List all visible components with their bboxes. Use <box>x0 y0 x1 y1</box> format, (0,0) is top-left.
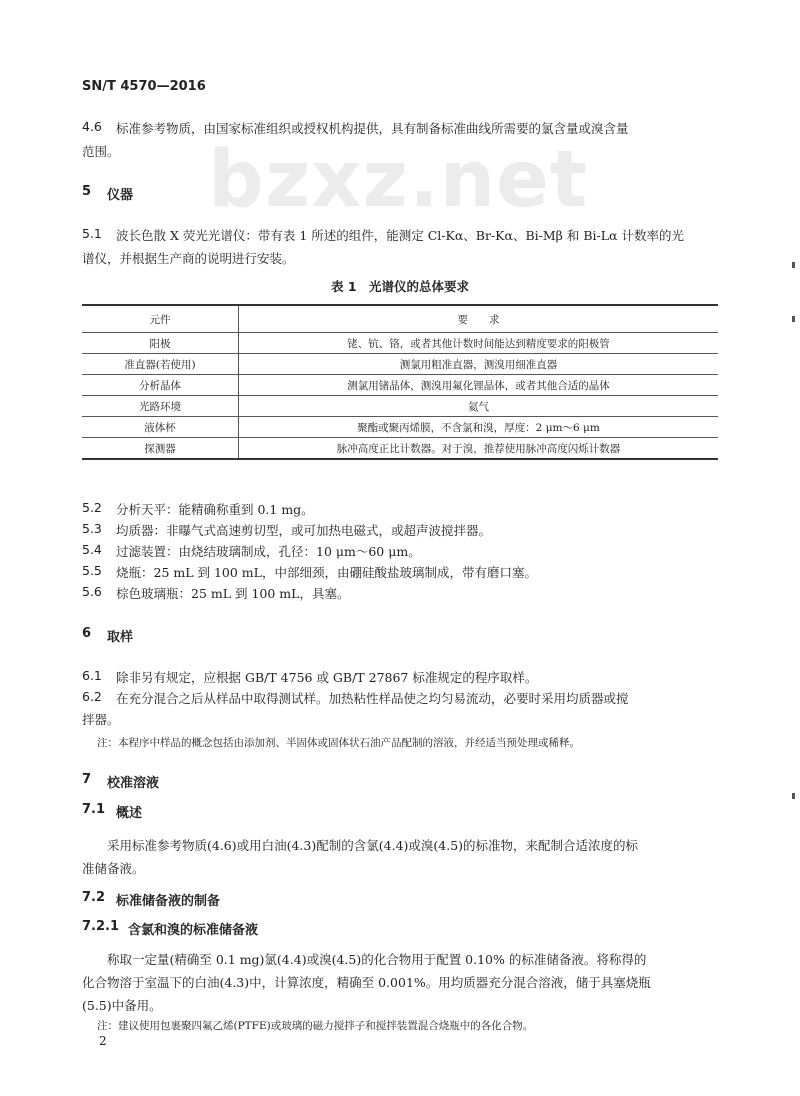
clause-5-4-text: 过滤装置：由烧结玻璃制成，孔径：10 μm～60 μm。 <box>116 544 421 559</box>
clause-6-1-number: 6.1 <box>82 668 102 683</box>
clause-6-2-line2: 拌器。 <box>82 712 120 727</box>
clause-7-1-line2: 准储备液。 <box>82 861 145 876</box>
table-cell: 聚酯或聚丙烯膜，不含氯和溴，厚度：2 μm～6 μm <box>239 417 719 438</box>
table-cell: 探测器 <box>82 438 239 460</box>
clause-7-1-line1: 采用标准参考物质(4.6)或用白油(4.3)配制的含氯(4.4)或溴(4.5)的标准物，来配制合适浓度的标 <box>107 838 639 853</box>
clause-4-6-line2: 范围。 <box>82 144 120 159</box>
clause-5-5-number: 5.5 <box>82 563 102 578</box>
column-header-component: 元件 <box>82 305 239 333</box>
clause-7-2-1-title: 含氯和溴的标准储备液 <box>128 923 259 938</box>
clause-5-4-number: 5.4 <box>82 542 102 557</box>
table-row <box>82 354 718 375</box>
column-header-requirement: 要 求 <box>239 305 719 333</box>
table-cell: 光路环境 <box>82 396 239 417</box>
table-header-row <box>82 305 718 333</box>
section-6-number: 6 <box>82 626 92 641</box>
clause-5-6-number: 5.6 <box>82 584 102 599</box>
clause-5-3-text: 均质器：非曝气式高速剪切型，或可加热电磁式，或超声波搅拌器。 <box>116 523 492 538</box>
table-cell: 测氯用锗晶体，测溴用氟化锂晶体，或者其他合适的晶体 <box>239 375 719 396</box>
clause-5-5-text: 烧瓶：25 mL 到 100 mL，中部细颈，由硼硅酸盐玻璃制成，带有磨口塞。 <box>116 565 537 580</box>
clause-5-1-line2: 谱仪，并根据生产商的说明进行安装。 <box>82 251 295 266</box>
clause-5-2-text: 分析天平：能精确称重到 0.1 mg。 <box>116 502 314 517</box>
clause-7-1-title: 概述 <box>116 806 143 821</box>
clause-7-2-title: 标准储备液的制备 <box>116 894 221 909</box>
table-cell: 氦气 <box>239 396 719 417</box>
table-row <box>82 333 718 354</box>
clause-7-1-number: 7.1 <box>82 802 106 817</box>
table-cell: 测氯用粗准直器，测溴用细准直器 <box>239 354 719 375</box>
section-7-title: 校准溶液 <box>107 776 160 791</box>
clause-4-6-number: 4.6 <box>82 119 102 134</box>
table-row <box>82 375 718 396</box>
scan-edge-mark <box>792 262 795 268</box>
clause-5-6-text: 棕色玻璃瓶：25 mL 到 100 mL，具塞。 <box>116 586 350 601</box>
clause-5-1-number: 5.1 <box>82 226 102 241</box>
table-1-caption: 表 1 光谱仪的总体要求 <box>330 279 470 294</box>
clause-7-2-number: 7.2 <box>82 890 106 905</box>
clause-5-1-line1: 波长色散 X 荧光光谱仪：带有表 1 所述的组件，能测定 Cl-Kα、Br-Kα、Bi-Mβ 和 Bi-Lα 计数率的光 <box>116 228 684 243</box>
clause-4-6-line1: 标准参考物质，由国家标准组织或授权机构提供，具有制备标准曲线所需要的氯含量或溴含量 <box>116 121 629 136</box>
table-cell: 准直器(若使用) <box>82 354 239 375</box>
section-5-title: 仪器 <box>107 188 134 203</box>
scan-edge-mark <box>792 793 795 799</box>
standard-code-header: SN/T 4570—2016 <box>82 79 206 94</box>
table-cell: 脉冲高度正比计数器。对于溴，推荐使用脉冲高度闪烁计数器 <box>239 438 719 460</box>
table-cell: 阳极 <box>82 333 239 354</box>
clause-6-2-number: 6.2 <box>82 689 102 704</box>
table-row <box>82 417 718 438</box>
table-cell: 液体杯 <box>82 417 239 438</box>
table-cell: 铑、钪、铬，或者其他计数时间能达到精度要求的阳极管 <box>239 333 719 354</box>
clause-7-2-1-line2: 化合物溶于室温下的白油(4.3)中，计算浓度，精确至 0.001%。用均质器充分混合溶液，储于具塞烧瓶 <box>82 975 651 990</box>
watermark: bzxz.net <box>208 135 589 225</box>
clause-5-3-number: 5.3 <box>82 521 102 536</box>
table-row <box>82 396 718 417</box>
section-5-number: 5 <box>82 184 92 199</box>
clause-7-2-1-line1: 称取一定量(精确至 0.1 mg)氯(4.4)或溴(4.5)的化合物用于配置 0.10% 的标准储备液。将称得的 <box>107 952 647 967</box>
table-cell: 分析晶体 <box>82 375 239 396</box>
spectrometer-requirements-table <box>82 304 718 460</box>
clause-6-2-line1: 在充分混合之后从样品中取得测试样。加热粘性样品使之均匀易流动，必要时采用均质器或搅 <box>116 691 629 706</box>
section-7-number: 7 <box>82 772 92 787</box>
clause-5-2-number: 5.2 <box>82 500 102 515</box>
note-sample-concept: 注：本程序中样品的概念包括由添加剂、半固体或固体状石油产品配制的溶液，并经适当预处理或稀释。 <box>97 737 580 749</box>
scan-edge-mark <box>792 316 795 322</box>
section-6-title: 取样 <box>107 630 134 645</box>
note-stirrer: 注：建议使用包裹聚四氟乙烯(PTFE)或玻璃的磁力搅拌子和搅拌装置混合烧瓶中的各化合物。 <box>97 1020 534 1032</box>
clause-7-2-1-line3: (5.5)中备用。 <box>82 998 162 1013</box>
clause-7-2-1-number: 7.2.1 <box>82 919 120 934</box>
table-row <box>82 438 718 460</box>
page-number: 2 <box>99 1034 107 1048</box>
clause-6-1-text: 除非另有规定，应根据 GB/T 4756 或 GB/T 27867 标准规定的程序取样。 <box>116 670 538 685</box>
